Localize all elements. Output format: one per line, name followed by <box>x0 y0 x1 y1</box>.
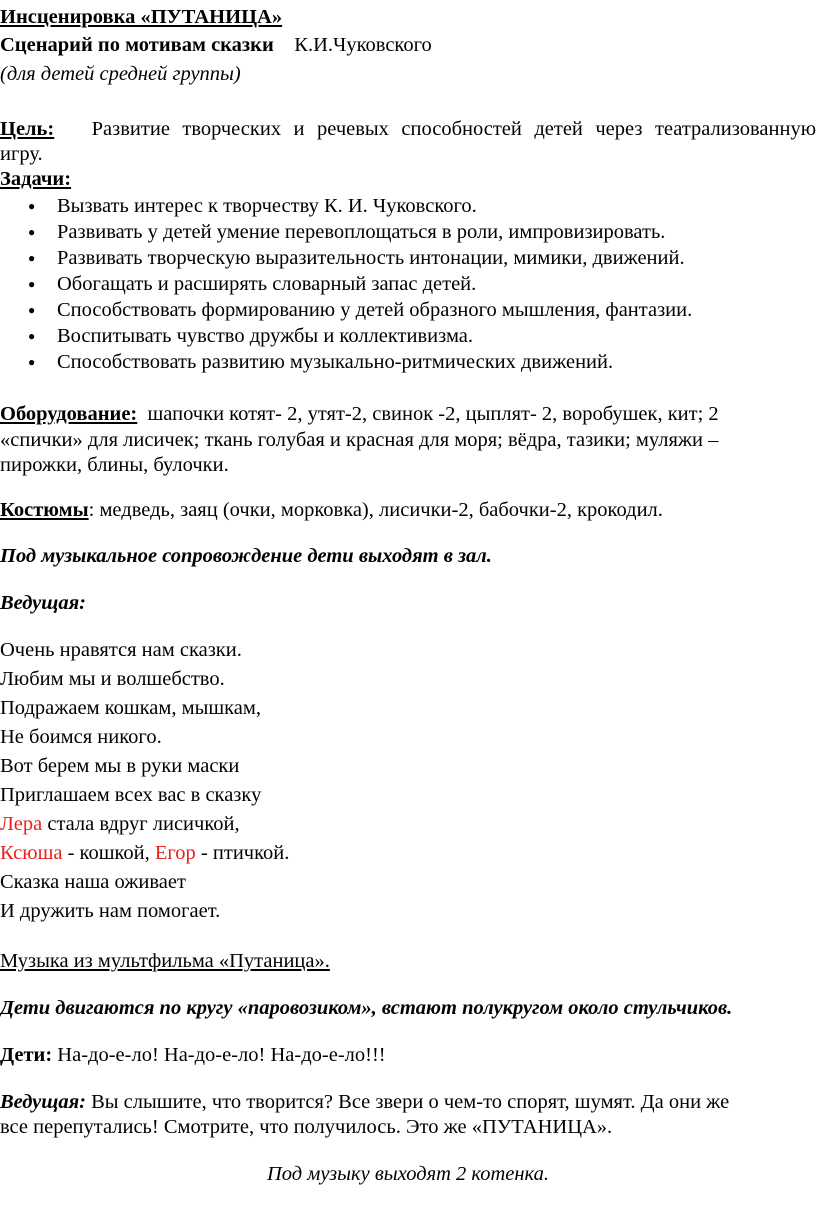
goal-label: Цель: <box>0 118 55 140</box>
child-name: Егор <box>154 842 196 864</box>
poem-line: Приглашаем всех вас в сказку <box>0 784 262 806</box>
poem-line <box>0 840 289 866</box>
speech-text: Вы слышите, что творится? Все звери о чем-то спорят, шумят. Да они же <box>85 1091 730 1113</box>
tasks-label: Задачи: <box>0 168 72 190</box>
speaker-label: Ведущая: <box>0 592 86 614</box>
speech-text: На-до-е-ло! На-до-е-ло! На-до-е-ло!!! <box>52 1044 386 1066</box>
child-name: Ксюша <box>0 842 63 864</box>
host-speech-line-2: все перепутались! Смотрите, что получилось. Это же «ПУТАНИЦА». <box>0 1116 613 1138</box>
goal-line-2: игру. <box>0 143 43 165</box>
list-item-text: Вызвать интерес к творчеству К. И. Чуковского. <box>57 195 477 217</box>
stage-direction: Дети двигаются по кругу «паровозиком», встают полукругом около стульчиков. <box>0 997 733 1019</box>
equipment-label: Оборудование: <box>0 403 138 425</box>
bullet-icon: ● <box>28 303 36 317</box>
list-item-text: Развивать у детей умение перевоплощаться в роли, импровизировать. <box>57 221 666 243</box>
stage-direction: Под музыкальное сопровождение дети выходят в зал. <box>0 545 492 567</box>
list-item-text: Способствовать развитию музыкально-ритмических движений. <box>57 351 614 373</box>
poem-text: стала вдруг лисичкой, <box>42 813 240 835</box>
child-name: Лера <box>0 813 43 835</box>
speaker-label: Дети: <box>0 1044 53 1066</box>
list-item-text: Развивать творческую выразительность интонации, мимики, движений. <box>57 247 685 269</box>
list-item-text: Способствовать формированию у детей образного мышления, фантазии. <box>57 299 693 321</box>
speaker-label: Ведущая: <box>0 1091 86 1113</box>
equipment-line-1 <box>0 401 719 427</box>
poem-line: Сказка наша оживает <box>0 871 186 893</box>
bullet-icon: ● <box>28 251 36 265</box>
goal-line-1 <box>0 116 816 142</box>
document-title: Инсценировка «ПУТАНИЦА» <box>0 6 283 28</box>
subtitle-bold: Сценарий по мотивам сказки <box>0 34 274 56</box>
poem-line: Вот берем мы в руки маски <box>0 755 240 777</box>
subtitle-author: К.И.Чуковского <box>294 34 432 56</box>
poem-text: - кошкой, <box>62 842 155 864</box>
list-item-text: Обогащать и расширять словарный запас детей. <box>57 273 477 295</box>
children-line <box>0 1042 386 1068</box>
document-subtitle <box>0 32 432 58</box>
audience-note: (для детей средней группы) <box>0 63 241 85</box>
poem-line: Очень нравятся нам сказки. <box>0 639 242 661</box>
poem-text: - птичкой. <box>195 842 290 864</box>
goal-text: Развитие творческих и речевых способностей детей через театрализованную <box>91 118 816 140</box>
poem-line: И дружить нам помогает. <box>0 900 221 922</box>
bullet-icon: ● <box>28 329 36 343</box>
poem-line: Любим мы и волшебство. <box>0 668 225 690</box>
music-note: Музыка из мультфильма «Путаница». <box>0 950 330 972</box>
bullet-icon: ● <box>28 199 36 213</box>
costumes-label: Костюмы <box>0 499 89 521</box>
stage-direction: Под музыку выходят 2 котенка. <box>266 1163 550 1185</box>
costumes-text: : медведь, заяц (очки, морковка), лисички-2, бабочки-2, крокодил. <box>88 499 663 521</box>
bullet-icon: ● <box>28 277 36 291</box>
equipment-line-3: пирожки, блины, булочки. <box>0 454 229 476</box>
poem-line <box>0 811 240 837</box>
equipment-line-2: «спички» для лисичек; ткань голубая и красная для моря; вёдра, тазики; муляжи – <box>0 429 719 451</box>
list-item-text: Воспитывать чувство дружбы и коллективизма. <box>57 325 474 347</box>
poem-line: Подражаем кошкам, мышкам, <box>0 697 262 719</box>
poem-line: Не боимся никого. <box>0 726 162 748</box>
bullet-icon: ● <box>28 225 36 239</box>
host-speech-line-1 <box>0 1089 729 1115</box>
equipment-text: шапочки котят- 2, утят-2, свинок -2, цыплят- 2, воробушек, кит; 2 <box>147 403 719 425</box>
costumes-line <box>0 497 663 523</box>
bullet-icon: ● <box>28 355 36 369</box>
